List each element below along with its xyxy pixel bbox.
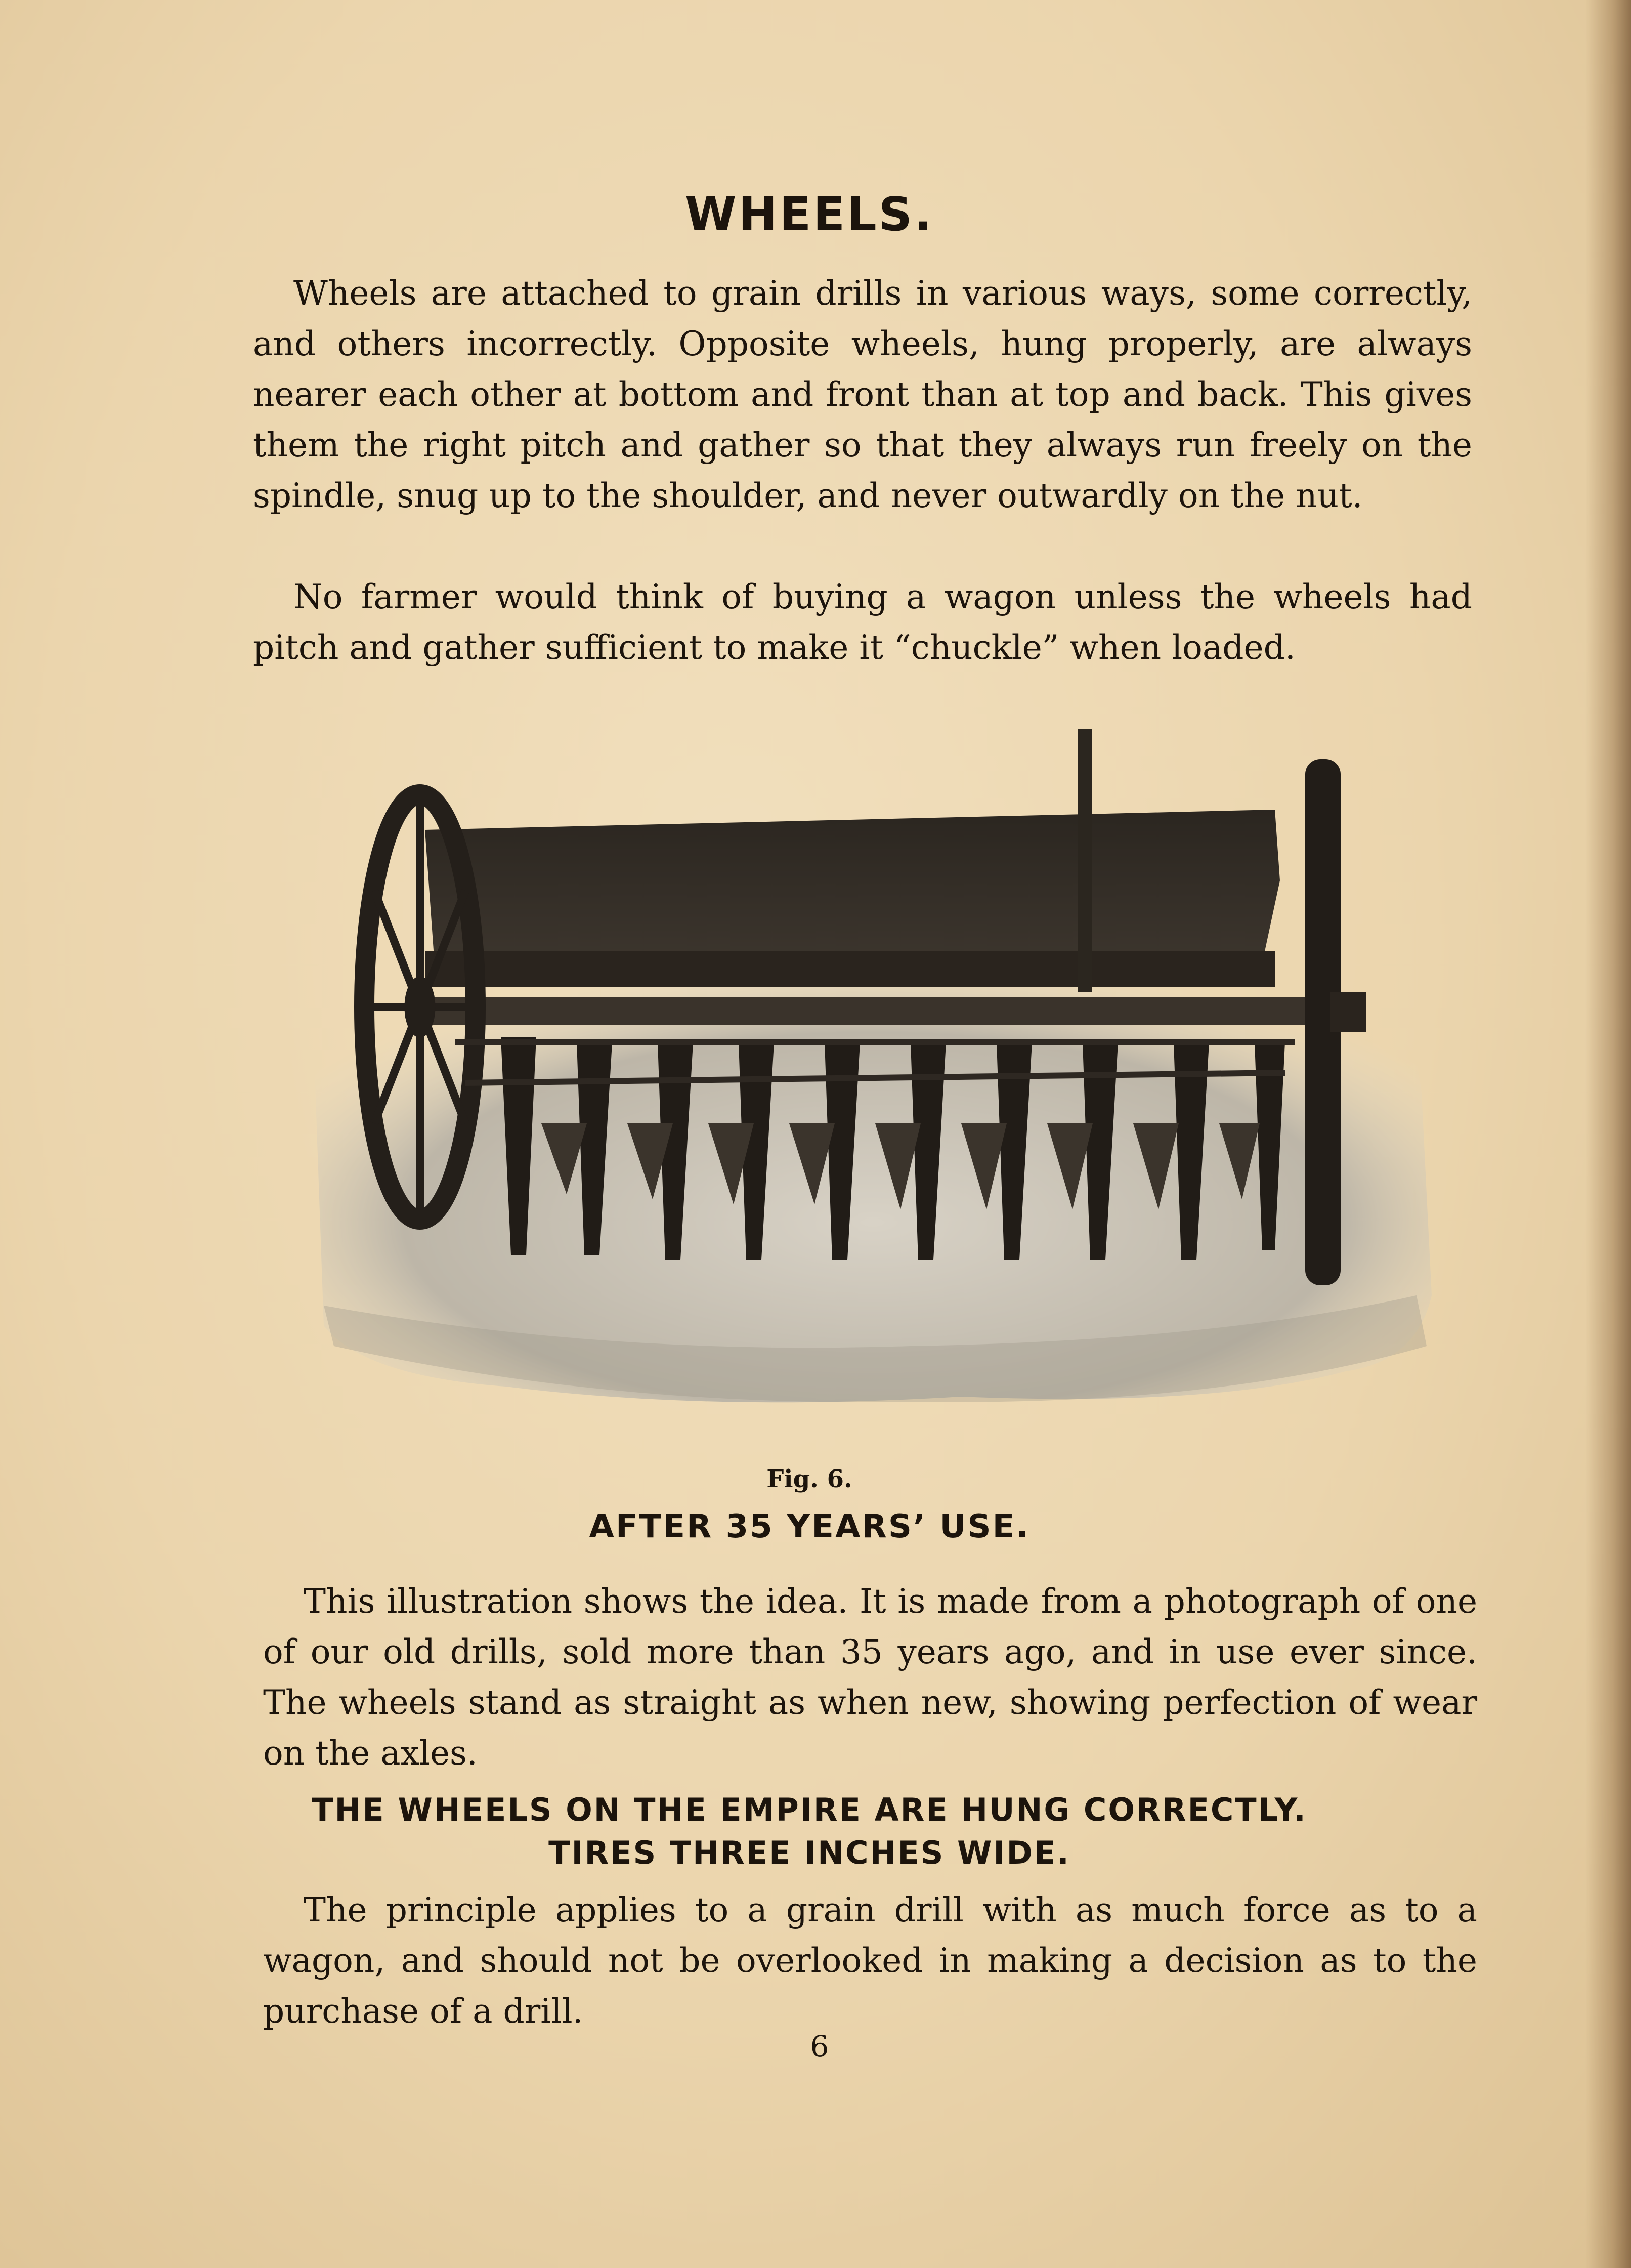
section-heading-wheels: THE WHEELS ON THE EMPIRE ARE HUNG CORRECTLY. xyxy=(312,1791,1307,1828)
paragraph-farmer: No farmer would think of buying a wagon unless the wheels had pitch and gather sufficient to make it “chuckle” when loaded. xyxy=(253,577,1472,667)
figure-caption: AFTER 35 YEARS’ USE. xyxy=(589,1508,1030,1545)
paragraph-principle: The principle applies to a grain drill with as much force as to a wagon, and should not be overlooked in making a decision as to the purchase of a drill. xyxy=(263,1891,1477,2031)
grain-drill-photo xyxy=(304,688,1447,1447)
section-heading-tires: TIRES THREE INCHES WIDE. xyxy=(548,1834,1070,1871)
paragraph-illustration: This illustration shows the idea. It is made from a photograph of one of our old drills, sold more than 35 years ago, and in use ever since. The wheels stand as straight as when new, showing perfection of wear on the axles. xyxy=(263,1582,1477,1773)
page-edge-shadow xyxy=(1585,0,1631,2268)
seed-hopper xyxy=(425,810,1280,972)
page-title: WHEELS. xyxy=(685,187,934,241)
drill-lever xyxy=(1078,729,1092,992)
figure-label: Fig. 6. xyxy=(766,1465,852,1493)
left-wheel xyxy=(364,794,476,1220)
grain-drill-illustration xyxy=(304,688,1447,1447)
page-number: 6 xyxy=(810,2029,829,2064)
paragraph-intro: Wheels are attached to grain drills in various ways, some correctly, and others incorrectly. Opposite wheels, hung properly, are always nearer each other at bottom and front than at top and back. This gives them the right pitch and gather so that they always run freely on the spindle, snug up to the shoulder, and never outwardly on the nut. xyxy=(253,274,1472,515)
